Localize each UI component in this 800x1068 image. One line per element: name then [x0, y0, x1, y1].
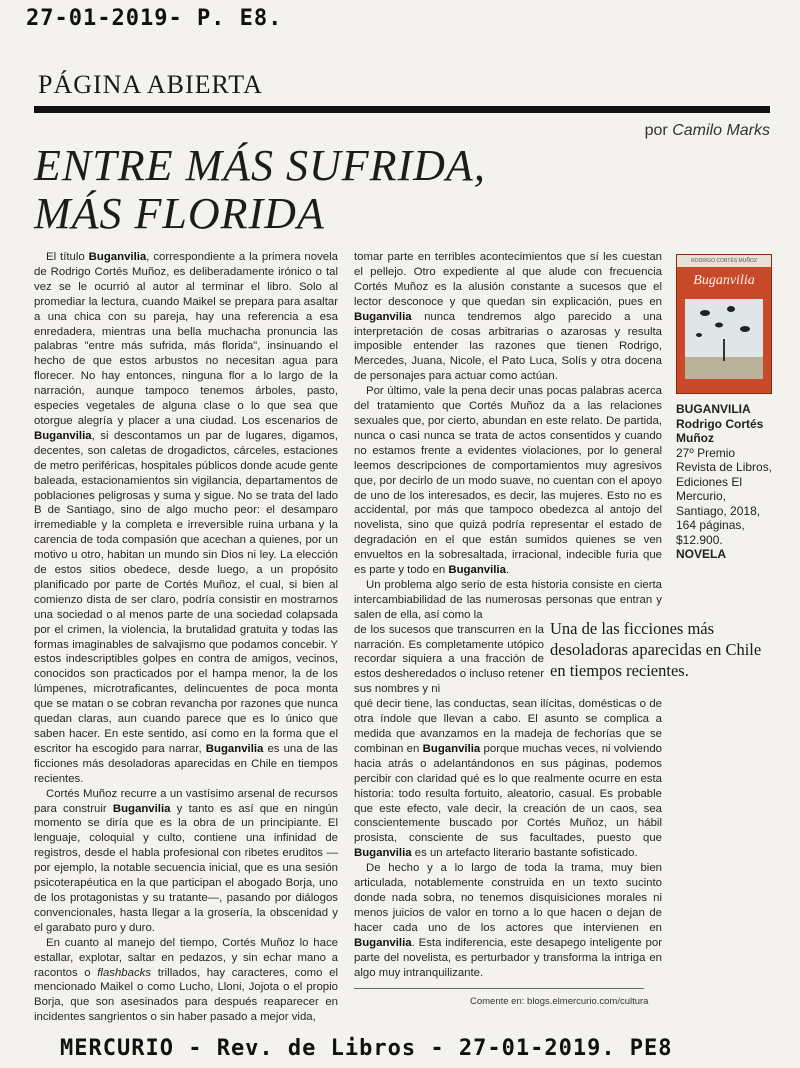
- book-genre: NOVELA: [676, 547, 727, 561]
- pull-quote: Una de las ficciones más desoladoras aparecidas en Chile en tiempos recientes.: [550, 619, 762, 680]
- cover-illustration: [685, 299, 763, 379]
- cover-title: Buganvilia: [693, 273, 755, 288]
- section-label: PÁGINA ABIERTA: [38, 70, 263, 99]
- book-place-year: Santiago, 2018,: [676, 503, 761, 518]
- book-info: [676, 402, 776, 562]
- cover-author-band: RODRIGO CORTÉS MUÑOZ: [677, 255, 771, 267]
- book-title: BUGANVILIA: [676, 402, 751, 416]
- handwritten-date-top: 27-01-2019- P. E8.: [26, 6, 283, 31]
- headline-line-2: MÁS FLORIDA: [34, 189, 325, 238]
- byline: [645, 122, 770, 140]
- byline-prefix: por: [644, 122, 668, 139]
- headline-line-1: ENTRE MÁS SUFRIDA,: [34, 141, 486, 190]
- headline: [34, 142, 594, 238]
- book-pages: 164 páginas,: [676, 518, 745, 532]
- article-column-2: tomar parte en terribles acontecimientos que sí les cuestan el pellejo. Otro expediente al que alude con frecuencia Cortés Muñoz es la alusión constante a sucesos que el lector desconoce y que quedan sin explicación, pues en Buganvilia nunca tendremos algo parecido a una interpretación de cosas arbitrarias o azarosas y resulta imposible entender las razones que tienen Rodrigo, Mercedes, Juana, Nicole, el Pato Luca, Solís y otra docena de personajes para actuar como actúan. Por último, vale la pena decir unas pocas palabras acerca del tratamiento que Cortés Muñoz da a las relaciones sexuales que, por cierto, abundan en este relato. De partida, nunca o casi nunca se trata de actos consentidos y cuando no estamos frente a evidentes violaciones, por lo general leemos descripciones de comportamientos muy agresivos que, por decirlo de un modo suave, no cuentan con el apoyo de uno de los interesados, es decir, las mujeres. Esto no es accidental, por más que tampoco obedezca al antojo del novelista, sino que quizá podría representar el estado de degradación en el que están sumidos quienes se ven envueltos en la sobresaltada, irracional, indecible furia que es parte y todo en Buganvilia. Un problema algo serio de esta historia consiste en cierta intercambiabilidad de las numerosas personas que entran y salen de ella, así como la de los sucesos que transcurren en la narración. Es completamente utópico recordar siquiera a una fracción de estos desheredados o incluso retener sus nombres y ni qué decir tiene, las conductas, sean ilícitas, domésticas o de otra índole que llevan a cabo. El asunto se complica a medida que avanzamos en la madeja de fechorías que se combinan en Buganvilia porque muchas veces, ni volviendo hacia atrás o adelantándonos en sus páginas, podemos percibir con claridad qué es lo que realmente ocurre en esta historia: todo resulta fortuito, aleatorio, casual. Es probable que este efecto, vale decir, la creación de un caos, sea conscientemente buscado por Cortés Muñoz, un hábil prosista, consciente de sus facultades, puesto que Buganvilia es un artefacto literario bastante sofisticado. De hecho y a lo largo de toda la trama, muy bien articulada, notablemente construida en un texto sucinto donde nada sobra, no tenemos disquisiciones morales ni menos juicios de valor en torno a lo que hacen o dejan de hacer cada uno de los actores que intervienen en Buganvilia. Esta indiferencia, este desapego inteligente por parte del novelista, es perturbador y transforma la intriga en algo muy intranquilizante.: [354, 251, 663, 979]
- footnote-link: Comente en: blogs.elmercurio.com/cultura: [470, 996, 649, 1007]
- book-publisher: Ediciones El Mercurio,: [676, 474, 743, 503]
- footnote-divider: [354, 988, 644, 989]
- book-cover-image: [676, 254, 772, 394]
- handwritten-source-bottom: MERCURIO - Rev. de Libros - 27-01-2019. PE8: [60, 1036, 673, 1061]
- book-price: $12.900.: [676, 532, 723, 547]
- book-author: Rodrigo Cortés Muñoz: [676, 416, 764, 445]
- book-prize: 27º Premio Revista de Libros,: [676, 445, 773, 474]
- header-rule: [34, 106, 770, 113]
- byline-author: Camilo Marks: [672, 122, 770, 139]
- article-column-1: El título Buganvilia, correspondiente a la primera novela de Rodrigo Cortés Muñoz, es deliberadamente irónico o tal vez se le ocurrió al autor al terminar el libro. Solo al promediar la lectura, cuando Maikel se prepara para asaltar a una chica con su pareja, hay una referencia a esa enredadera, mientras una bella muchacha pronuncia las palabras "entre más sufrida, más florida", insinuando el hecho de que estos arbustos no necesitan agua para florecer. No hay entonces, ninguna flor a lo largo de la narración, aunque tampoco tenemos árboles, pasto, especies vegetales de alguna clase o lo que sea que otorgue alegría y placer a una ciudad. Los escenarios de Buganvilia, si descontamos un par de lugares, digamos, decentes, son caletas de drogadictos, cárceles, estaciones de metro periféricas, hospitales públicos donde acude gente baleada, estacionamientos sin vigilancia, departamentos de poblaciones peligrosas y suma y sigue. No se trata del lado B de Santiago, sino de algo mucho peor: el desamparo irremediable y la completa e irreversible ruina urbana y la carencia de toda compasión que acechan a quienes, por un motivo u otro, habitan un mundo sin Dios ni ley. La elección de estos sitios obedece, desde luego, a un propósito planificado por parte de Cortés Muñoz, el cual, si bien al comienzo dista de ser claro, podría consistir en mostrarnos una sociedad o al menos parte de una sociedad colapsada por el crimen, la violencia, la brutalidad gratuita y todas las formas imaginables de salvajismo que podamos concebir. Y estos indescriptibles golpes en contra de amigos, vecinos, conocidos son practicados por el hampa menor, la de los lúmpenes, microtraficantes, delincuentes de poca monta que se matan o se cobran revancha por razones que nunca quedan claras, aun cuando parece que es lo único que saben hacer. En este sentido, así como en la forma que el escritor ha escogido para narrar, Buganvilia es una de las ficciones más desoladoras aparecidas en Chile en tiempos recientes. Cortés Muñoz recurre a un vastísimo arsenal de recursos para construir Buganvilia y tanto es así que en ningún momento se diría que es la obra de un principiante. El lenguaje, coloquial y culto, contiene una infinidad de registros, desde el habla profesional con ribetes eruditos —por ejemplo, la notable secuencia inicial, que es una sesión psicoterapéutica en la que participan el abogado Borja, uno de los protagonistas y su tratante—, pasando por diálogos convencionales, hasta llegar a la grosería, la obscenidad y el garabato puro y duro. En cuanto al manejo del tiempo, Cortés Muñoz lo hace estallar, explotar, saltar en pedazos, y sin echar mano a racontos o flashbacks trillados, hay caracteres, como el mencionado Maikel o como Lucho, Lloni, Jojota o el propio Borja, que son asesinados para después reaparecer en incidentes sangrientos o sin haber pasado a mejor vida,: [34, 251, 338, 1024]
